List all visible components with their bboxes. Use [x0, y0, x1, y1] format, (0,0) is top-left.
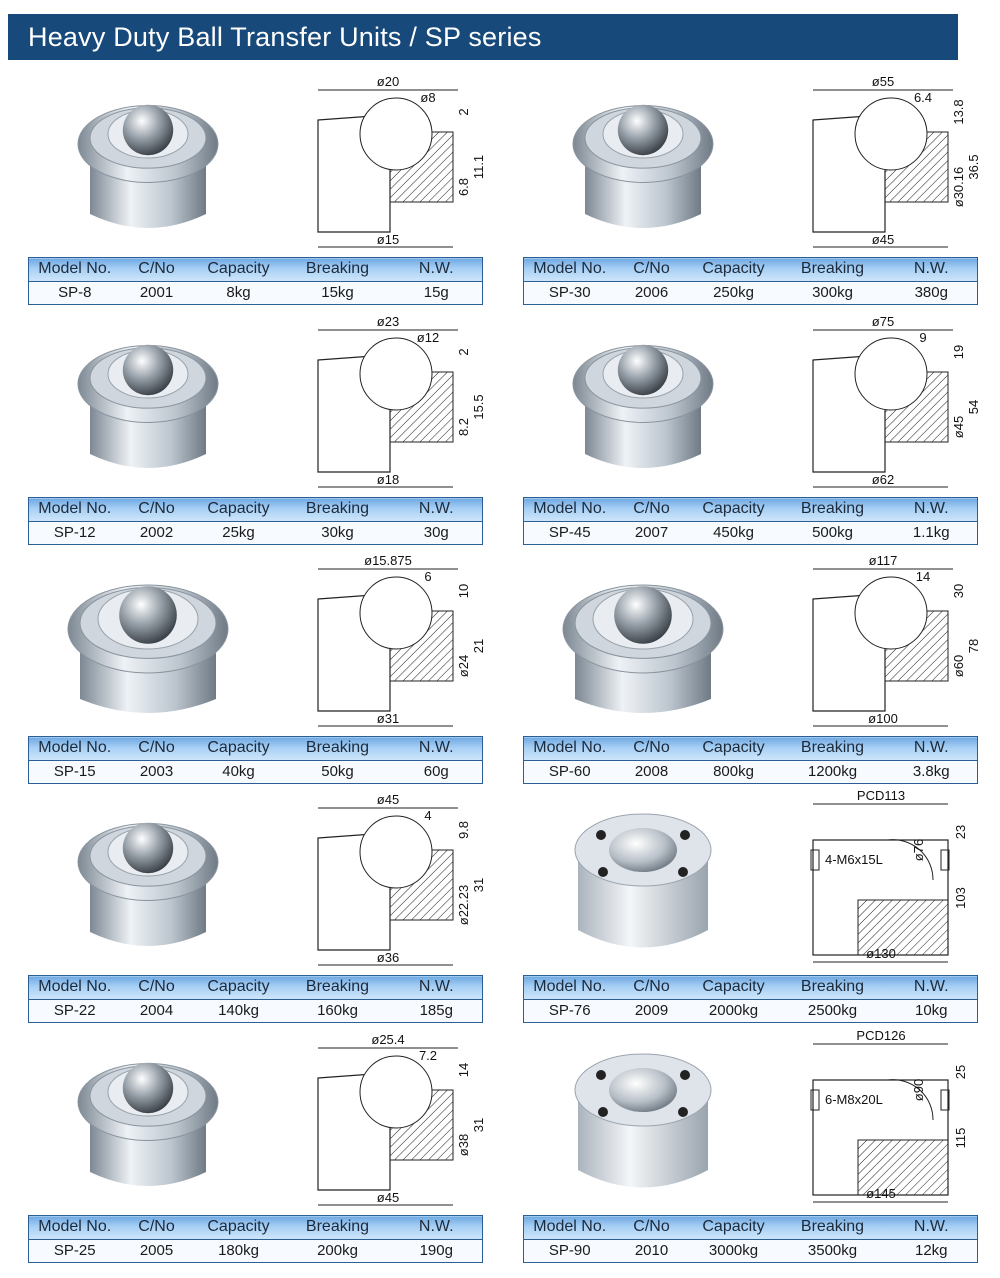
breaking-value: 200kg [285, 1239, 391, 1263]
dimension-label: 30 [951, 583, 966, 599]
dimension-label: 10 [456, 583, 471, 599]
product-photo [48, 1030, 248, 1210]
dimension-label: ø20 [376, 74, 400, 89]
dimension-label: ø25.4 [371, 1032, 405, 1047]
header-nw: N.W. [391, 1216, 483, 1240]
product-photo [543, 312, 743, 492]
header-breaking: Breaking [285, 1216, 391, 1240]
dimension-label: 15.5 [471, 394, 486, 420]
model-value: SP-25 [29, 1239, 121, 1263]
spec-value-row [524, 1239, 978, 1263]
dimension-label: PCD126 [856, 1030, 906, 1043]
dimension-label: 103 [953, 887, 968, 909]
model-value: SP-22 [29, 999, 121, 1023]
cno-value: 2005 [121, 1239, 193, 1263]
header-capacity: Capacity [688, 258, 780, 282]
product-card-sp-12 [28, 312, 488, 548]
header-nw: N.W. [886, 976, 978, 1000]
dimension-label: 31 [471, 1117, 486, 1133]
spec-value-row [29, 281, 483, 305]
dimension-label: ø75 [871, 314, 895, 329]
model-value: SP-30 [524, 281, 616, 305]
technical-drawing [278, 551, 493, 731]
header-cno: C/No [616, 498, 688, 522]
spec-header-row [29, 498, 483, 522]
dimension-label: 25 [953, 1064, 968, 1080]
spec-table [28, 257, 483, 305]
spec-value-row [524, 521, 978, 545]
capacity-value: 140kg [193, 999, 285, 1023]
dimension-label: 7.2 [418, 1048, 438, 1063]
header-cno: C/No [121, 498, 193, 522]
dimension-label: ø23 [376, 314, 400, 329]
dimension-label: PCD113 [856, 790, 906, 803]
header-model: Model No. [524, 737, 616, 761]
nw-value: 1.1kg [886, 521, 978, 545]
dimension-label: ø45 [951, 415, 966, 439]
header-breaking: Breaking [285, 498, 391, 522]
breaking-value: 15kg [285, 281, 391, 305]
dimension-label: ø55 [871, 74, 895, 89]
dimension-label: 14 [915, 569, 931, 584]
capacity-value: 25kg [193, 521, 285, 545]
header-breaking: Breaking [285, 976, 391, 1000]
header-cno: C/No [121, 258, 193, 282]
product-card-sp-90 [523, 1030, 983, 1266]
header-capacity: Capacity [688, 498, 780, 522]
technical-drawing [773, 790, 988, 970]
header-capacity: Capacity [193, 498, 285, 522]
header-model: Model No. [524, 498, 616, 522]
dimension-label: 36.5 [966, 154, 981, 180]
nw-value: 3.8kg [886, 760, 978, 784]
dimension-label: ø15.875 [364, 553, 412, 568]
header-capacity: Capacity [688, 737, 780, 761]
dimension-label: ø22.23 [456, 884, 471, 926]
header-capacity: Capacity [688, 976, 780, 1000]
spec-table [28, 975, 483, 1023]
cno-value: 2006 [616, 281, 688, 305]
page-header [8, 14, 958, 60]
dimension-label: 115 [953, 1127, 968, 1149]
header-capacity: Capacity [688, 1216, 780, 1240]
breaking-value: 1200kg [780, 760, 886, 784]
capacity-value: 40kg [193, 760, 285, 784]
dimension-label: 4-M6x15L [825, 852, 883, 867]
nw-value: 380g [886, 281, 978, 305]
dimension-label: ø45 [376, 1190, 400, 1205]
product-card-sp-76 [523, 790, 983, 1026]
dimension-label: ø31 [376, 711, 400, 726]
cno-value: 2001 [121, 281, 193, 305]
capacity-value: 800kg [688, 760, 780, 784]
header-cno: C/No [616, 258, 688, 282]
breaking-value: 500kg [780, 521, 886, 545]
model-value: SP-12 [29, 521, 121, 545]
spec-header-row [524, 976, 978, 1000]
breaking-value: 300kg [780, 281, 886, 305]
cno-value: 2007 [616, 521, 688, 545]
dimension-label: 31 [471, 877, 486, 893]
product-card-sp-15 [28, 551, 488, 787]
spec-table [28, 1215, 483, 1263]
header-nw: N.W. [391, 976, 483, 1000]
dimension-label: 14 [456, 1062, 471, 1078]
product-photo [48, 72, 248, 252]
model-value: SP-60 [524, 760, 616, 784]
header-cno: C/No [121, 976, 193, 1000]
spec-value-row [29, 521, 483, 545]
header-nw: N.W. [886, 498, 978, 522]
nw-value: 60g [391, 760, 483, 784]
dimension-label: ø130 [866, 946, 896, 961]
cno-value: 2002 [121, 521, 193, 545]
header-cno: C/No [121, 1216, 193, 1240]
dimension-label: 23 [953, 824, 968, 840]
spec-value-row [29, 1239, 483, 1263]
header-model: Model No. [524, 258, 616, 282]
capacity-value: 450kg [688, 521, 780, 545]
breaking-value: 160kg [285, 999, 391, 1023]
product-card-sp-22 [28, 790, 488, 1026]
dimension-label: ø117 [868, 553, 898, 568]
cno-value: 2009 [616, 999, 688, 1023]
header-nw: N.W. [391, 498, 483, 522]
dimension-label: 9.8 [456, 820, 471, 840]
header-capacity: Capacity [193, 1216, 285, 1240]
dimension-label: 2 [456, 108, 471, 116]
header-nw: N.W. [886, 1216, 978, 1240]
dimension-label: 78 [966, 638, 981, 654]
dimension-label: ø45 [871, 232, 895, 247]
header-nw: N.W. [886, 737, 978, 761]
dimension-label: ø30.16 [951, 166, 966, 208]
nw-value: 30g [391, 521, 483, 545]
dimension-label: 11.1 [471, 154, 486, 180]
header-breaking: Breaking [780, 258, 886, 282]
product-photo [48, 312, 248, 492]
nw-value: 10kg [886, 999, 978, 1023]
dimension-label: ø8 [420, 90, 436, 105]
product-photo [543, 1030, 743, 1210]
dimension-label: ø76 [911, 838, 926, 862]
dimension-label: 6 [424, 569, 432, 584]
dimension-label: ø60 [951, 654, 966, 678]
technical-drawing [278, 312, 493, 492]
model-value: SP-45 [524, 521, 616, 545]
cno-value: 2003 [121, 760, 193, 784]
spec-value-row [29, 999, 483, 1023]
breaking-value: 3500kg [780, 1239, 886, 1263]
header-capacity: Capacity [193, 258, 285, 282]
page-title: Heavy Duty Ball Transfer Units / SP series [28, 22, 542, 52]
spec-header-row [29, 1216, 483, 1240]
header-breaking: Breaking [780, 737, 886, 761]
technical-drawing [278, 790, 493, 970]
dimension-label: ø45 [376, 792, 400, 807]
capacity-value: 250kg [688, 281, 780, 305]
product-card-sp-45 [523, 312, 983, 548]
dimension-label: 8.2 [456, 417, 471, 437]
cno-value: 2004 [121, 999, 193, 1023]
dimension-label: ø145 [866, 1186, 896, 1201]
spec-table [28, 736, 483, 784]
header-cno: C/No [616, 976, 688, 1000]
cno-value: 2008 [616, 760, 688, 784]
spec-header-row [524, 1216, 978, 1240]
product-card-sp-8 [28, 72, 488, 308]
breaking-value: 50kg [285, 760, 391, 784]
breaking-value: 2500kg [780, 999, 886, 1023]
product-card-sp-60 [523, 551, 983, 787]
cno-value: 2010 [616, 1239, 688, 1263]
spec-table [28, 497, 483, 545]
dimension-label: 19 [951, 344, 966, 360]
spec-value-row [524, 999, 978, 1023]
spec-value-row [524, 281, 978, 305]
product-card-sp-25 [28, 1030, 488, 1266]
breaking-value: 30kg [285, 521, 391, 545]
technical-drawing [278, 72, 493, 252]
spec-table [523, 257, 978, 305]
model-value: SP-90 [524, 1239, 616, 1263]
model-value: SP-76 [524, 999, 616, 1023]
spec-table [523, 975, 978, 1023]
capacity-value: 2000kg [688, 999, 780, 1023]
dimension-label: 4 [424, 808, 432, 823]
technical-drawing [773, 72, 988, 252]
spec-value-row [29, 760, 483, 784]
spec-header-row [524, 258, 978, 282]
header-cno: C/No [121, 737, 193, 761]
dimension-label: 6-M8x20L [825, 1092, 883, 1107]
header-model: Model No. [29, 976, 121, 1000]
product-photo [543, 72, 743, 252]
capacity-value: 180kg [193, 1239, 285, 1263]
product-photo [48, 790, 248, 970]
dimension-label: 9 [919, 330, 927, 345]
header-nw: N.W. [391, 737, 483, 761]
technical-drawing [773, 551, 988, 731]
dimension-label: ø12 [416, 330, 440, 345]
header-cno: C/No [616, 1216, 688, 1240]
header-breaking: Breaking [285, 258, 391, 282]
spec-header-row [29, 976, 483, 1000]
header-nw: N.W. [391, 258, 483, 282]
header-breaking: Breaking [780, 976, 886, 1000]
dimension-label: ø90 [911, 1078, 926, 1102]
technical-drawing [773, 312, 988, 492]
nw-value: 15g [391, 281, 483, 305]
capacity-value: 8kg [193, 281, 285, 305]
spec-table [523, 736, 978, 784]
dimension-label: ø100 [868, 711, 898, 726]
product-photo [543, 790, 743, 970]
dimension-label: ø38 [456, 1133, 471, 1157]
capacity-value: 3000kg [688, 1239, 780, 1263]
header-breaking: Breaking [780, 1216, 886, 1240]
header-model: Model No. [29, 1216, 121, 1240]
dimension-label: ø24 [456, 654, 471, 678]
spec-table [523, 497, 978, 545]
dimension-label: 6.8 [456, 177, 471, 197]
dimension-label: 2 [456, 348, 471, 356]
product-photo [543, 551, 743, 731]
nw-value: 185g [391, 999, 483, 1023]
nw-value: 190g [391, 1239, 483, 1263]
header-model: Model No. [29, 498, 121, 522]
spec-table [523, 1215, 978, 1263]
spec-value-row [524, 760, 978, 784]
header-cno: C/No [616, 737, 688, 761]
header-nw: N.W. [886, 258, 978, 282]
dimension-label: ø36 [376, 950, 400, 965]
dimension-label: ø62 [871, 472, 895, 487]
dimension-label: ø15 [376, 232, 400, 247]
product-photo [48, 551, 248, 731]
header-capacity: Capacity [193, 976, 285, 1000]
header-model: Model No. [29, 737, 121, 761]
dimension-label: 6.4 [913, 90, 933, 105]
model-value: SP-8 [29, 281, 121, 305]
spec-header-row [524, 737, 978, 761]
header-breaking: Breaking [780, 498, 886, 522]
product-card-sp-30 [523, 72, 983, 308]
spec-header-row [29, 737, 483, 761]
dimension-label: 54 [966, 399, 981, 415]
model-value: SP-15 [29, 760, 121, 784]
technical-drawing [278, 1030, 493, 1210]
header-capacity: Capacity [193, 737, 285, 761]
dimension-label: 21 [471, 638, 486, 654]
spec-header-row [524, 498, 978, 522]
header-model: Model No. [524, 976, 616, 1000]
dimension-label: 13.8 [951, 99, 966, 125]
nw-value: 12kg [886, 1239, 978, 1263]
header-model: Model No. [29, 258, 121, 282]
header-model: Model No. [524, 1216, 616, 1240]
dimension-label: ø18 [376, 472, 400, 487]
spec-header-row [29, 258, 483, 282]
technical-drawing [773, 1030, 988, 1210]
header-breaking: Breaking [285, 737, 391, 761]
